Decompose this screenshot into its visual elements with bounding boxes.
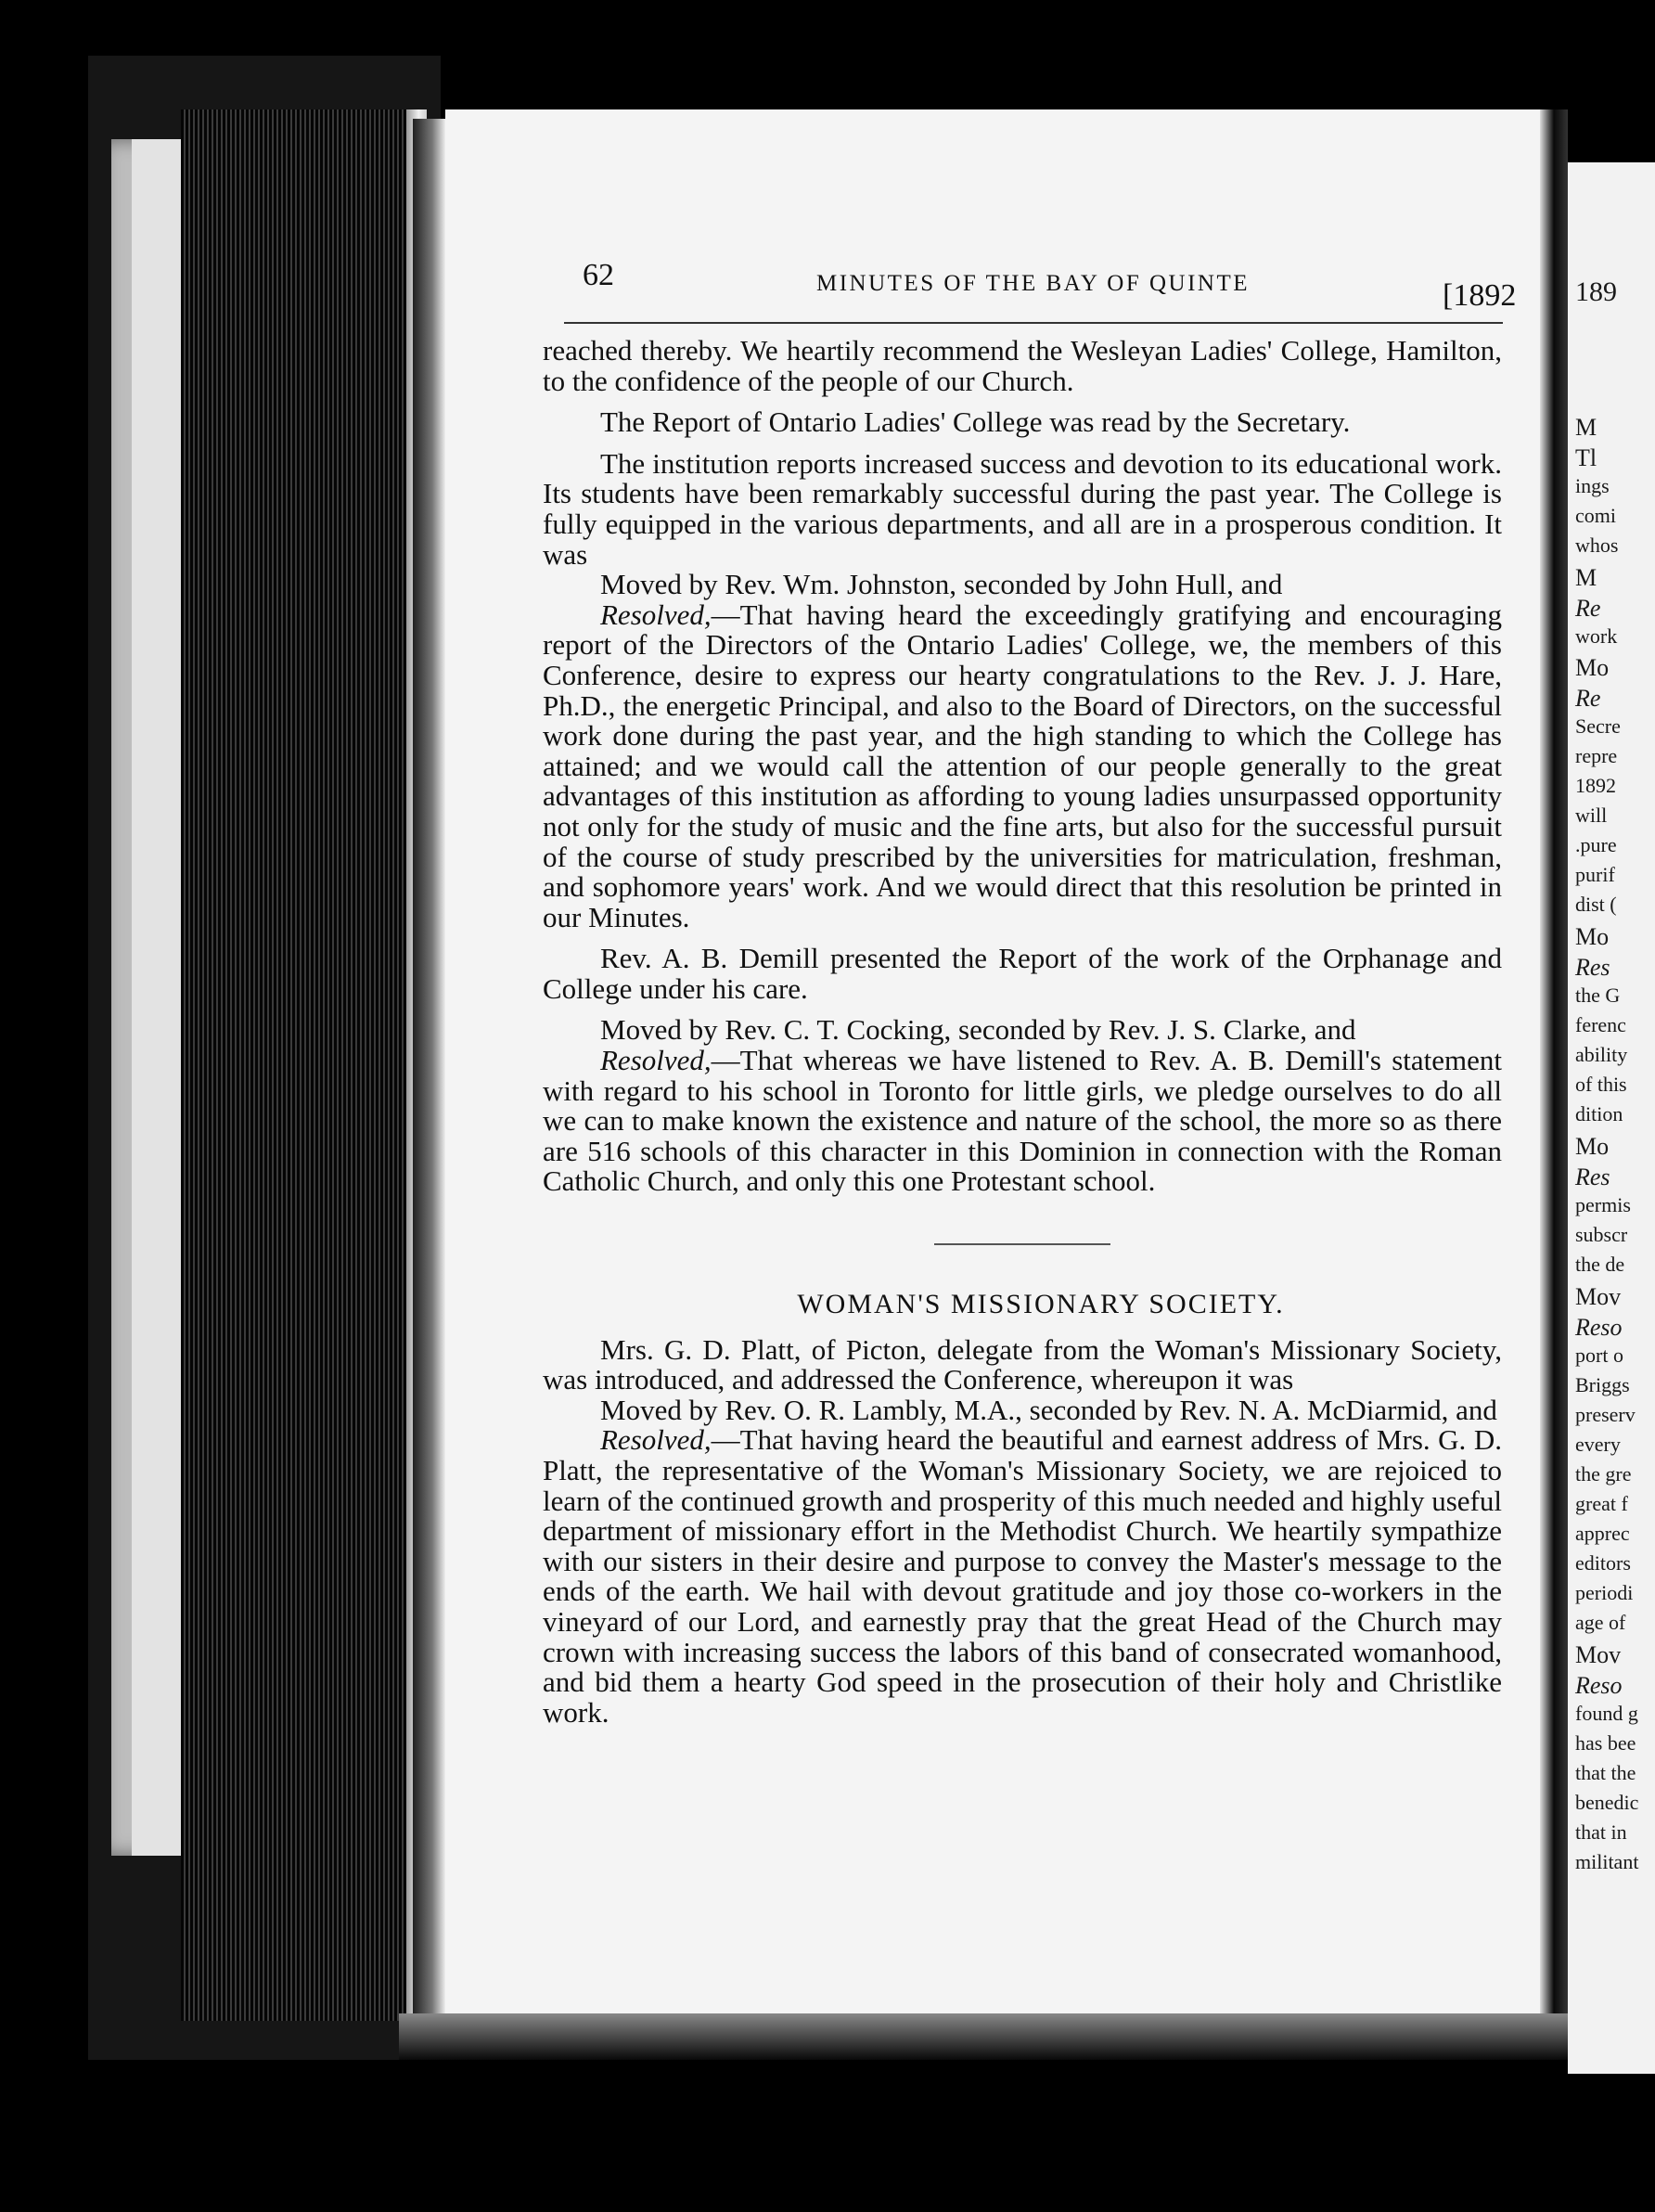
facing-line: Res bbox=[1575, 1164, 1610, 1190]
motion-line: Moved by Rev. O. R. Lambly, M.A., seconded by Rev. N. A. McDiarmid, and bbox=[600, 1393, 1497, 1426]
paragraph: Mrs. G. D. Platt, of Picton, delegate from the Woman's Missionary Society, was introduced, and addressed the Conference, whereupon it was bbox=[543, 1332, 1502, 1396]
facing-line: Res bbox=[1575, 954, 1610, 981]
facing-line: every bbox=[1575, 1433, 1621, 1456]
resolved-label: Resolved, bbox=[600, 1423, 712, 1457]
resolved-label: Resolved, bbox=[600, 598, 712, 631]
facing-line: repre bbox=[1575, 744, 1618, 767]
facing-line: port o bbox=[1575, 1344, 1623, 1367]
resolution-paragraph bbox=[543, 1046, 1502, 1197]
facing-line: preserv bbox=[1575, 1403, 1636, 1426]
facing-line: apprec bbox=[1575, 1522, 1630, 1545]
facing-page bbox=[1568, 162, 1655, 2074]
facing-line: comi bbox=[1575, 504, 1616, 527]
facing-line: Mov bbox=[1575, 1641, 1622, 1668]
facing-line: benedic bbox=[1575, 1791, 1639, 1814]
running-head-year: [1892 bbox=[1443, 278, 1517, 313]
resolution-text: —That whereas we have listened to Rev. A. B. Demill's statement with regard to his school in Toronto for little girls, we pledge ourselves to do all we can to make known the existence and nature of the school, the more so as there are 516 schools of this character in this Dominion in connection with the Roman Catholic Church, and only this one Protestant school. bbox=[543, 1044, 1502, 1198]
facing-line: subscr bbox=[1575, 1223, 1628, 1246]
paragraph: The Report of Ontario Ladies' College was read by the Secretary. bbox=[600, 405, 1351, 439]
page-bottom-shadow bbox=[399, 2013, 1568, 2060]
facing-line: work bbox=[1575, 624, 1618, 648]
motion-line: Moved by Rev. C. T. Cocking, seconded by Rev. J. S. Clarke, and bbox=[600, 1013, 1356, 1047]
resolved-label: Resolved, bbox=[600, 1044, 712, 1077]
facing-line: found g bbox=[1575, 1702, 1638, 1725]
facing-line: that the bbox=[1575, 1761, 1636, 1784]
page-number: 62 bbox=[583, 258, 614, 292]
page-body bbox=[543, 336, 1502, 1728]
resolution-paragraph bbox=[543, 600, 1502, 933]
section-divider bbox=[934, 1243, 1110, 1245]
resolution-text: —That having heard the beautiful and earnest address of Mrs. G. D. Platt, the representative of the Woman's Missionary Society, we are rejoiced to learn of the continued growth and prosperity of this much needed and highly useful department of missionary effort in the Methodist Church. We heartily sympathize with our sisters in their desire and purpose to convey the Master's message to the ends of the earth. We hail with devout gratitude and joy those co-workers in the vineyard of our Lord, and earnestly pray that the great Head of the Church may crown with increasing success the labors of this band of consecrated womanhood, and bid them a hearty God speed in the prosecution of their holy and Christlike work. bbox=[543, 1423, 1502, 1729]
facing-line: whos bbox=[1575, 534, 1619, 557]
facing-line: will bbox=[1575, 804, 1608, 827]
facing-line: the gre bbox=[1575, 1462, 1632, 1485]
facing-line: periodi bbox=[1575, 1581, 1634, 1604]
facing-line: the G bbox=[1575, 984, 1621, 1007]
facing-line: purif bbox=[1575, 863, 1615, 886]
facing-line: dition bbox=[1575, 1102, 1623, 1125]
facing-line: age of bbox=[1575, 1611, 1626, 1634]
facing-line: Mo bbox=[1575, 654, 1610, 681]
spine-gutter bbox=[1540, 109, 1568, 2030]
section-title: WOMAN'S MISSIONARY SOCIETY. bbox=[797, 1289, 1285, 1320]
facing-line: editors bbox=[1575, 1551, 1631, 1575]
facing-line: 189 bbox=[1575, 276, 1617, 307]
facing-line: Reso bbox=[1575, 1314, 1623, 1341]
facing-line: Briggs bbox=[1575, 1373, 1630, 1396]
facing-line: ings bbox=[1575, 474, 1610, 497]
facing-line: Mov bbox=[1575, 1283, 1622, 1310]
facing-line: Reso bbox=[1575, 1672, 1623, 1699]
resolution-paragraph bbox=[543, 1425, 1502, 1728]
paragraph: The institution reports increased success and devotion to its educational work. Its students have been remarkably successful during the past year. The College is fully equipped in the various departments, and all are in a prosperous condition. It was bbox=[543, 446, 1502, 571]
page-stack bbox=[181, 109, 427, 2021]
facing-line: Mo bbox=[1575, 1133, 1610, 1160]
facing-line: militant bbox=[1575, 1850, 1639, 1873]
motion-line: Moved by Rev. Wm. Johnston, seconded by John Hull, and bbox=[600, 568, 1283, 601]
facing-line: Secre bbox=[1575, 714, 1621, 738]
header-rule bbox=[564, 322, 1503, 324]
facing-line: of this bbox=[1575, 1073, 1627, 1096]
paragraph: reached thereby. We heartily recommend the Wesleyan Ladies' College, Hamilton, to the confidence of the people of our Church. bbox=[543, 334, 1502, 397]
facing-line: Re bbox=[1575, 685, 1601, 712]
facing-line: ferenc bbox=[1575, 1013, 1626, 1036]
facing-line: the de bbox=[1575, 1253, 1625, 1276]
resolution-text: —That having heard the exceedingly gratifying and encouraging report of the Directors of the Ontario Ladies' College, we, the members of this Conference, desire to express our hearty congratulations to the Rev. J. J. Hare, Ph.D., the energetic Principal, and also to the Board of Directors, on the successful work done during the past year, and the high standing to which the College has attained; and we would call the attention of our people generally to the great advantages of this institution as affording to young ladies unsurpassed opportunity not only for the study of music and the fine arts, but also for the successful pursuit of the course of study prescribed by the universities for matriculation, freshman, and sophomore years' work. And we would direct that this resolution be printed in our Minutes. bbox=[543, 598, 1502, 933]
running-head: MINUTES OF THE BAY OF QUINTE bbox=[816, 271, 1251, 296]
facing-line: M bbox=[1575, 414, 1597, 441]
page-gutter bbox=[413, 119, 445, 2021]
facing-line: has bee bbox=[1575, 1731, 1636, 1755]
facing-line: Mo bbox=[1575, 923, 1610, 950]
facing-line: permis bbox=[1575, 1193, 1631, 1216]
facing-line: Re bbox=[1575, 595, 1601, 622]
facing-line: great f bbox=[1575, 1492, 1628, 1515]
facing-line: Tl bbox=[1575, 444, 1597, 471]
paragraph: Rev. A. B. Demill presented the Report of the work of the Orphanage and College under his care. bbox=[543, 942, 1502, 1005]
facing-line: that in bbox=[1575, 1820, 1627, 1844]
facing-line: .pure bbox=[1575, 833, 1617, 856]
facing-line: ability bbox=[1575, 1043, 1628, 1066]
facing-line: dist ( bbox=[1575, 893, 1617, 916]
facing-line: M bbox=[1575, 564, 1597, 591]
facing-line: 1892 bbox=[1575, 774, 1616, 797]
